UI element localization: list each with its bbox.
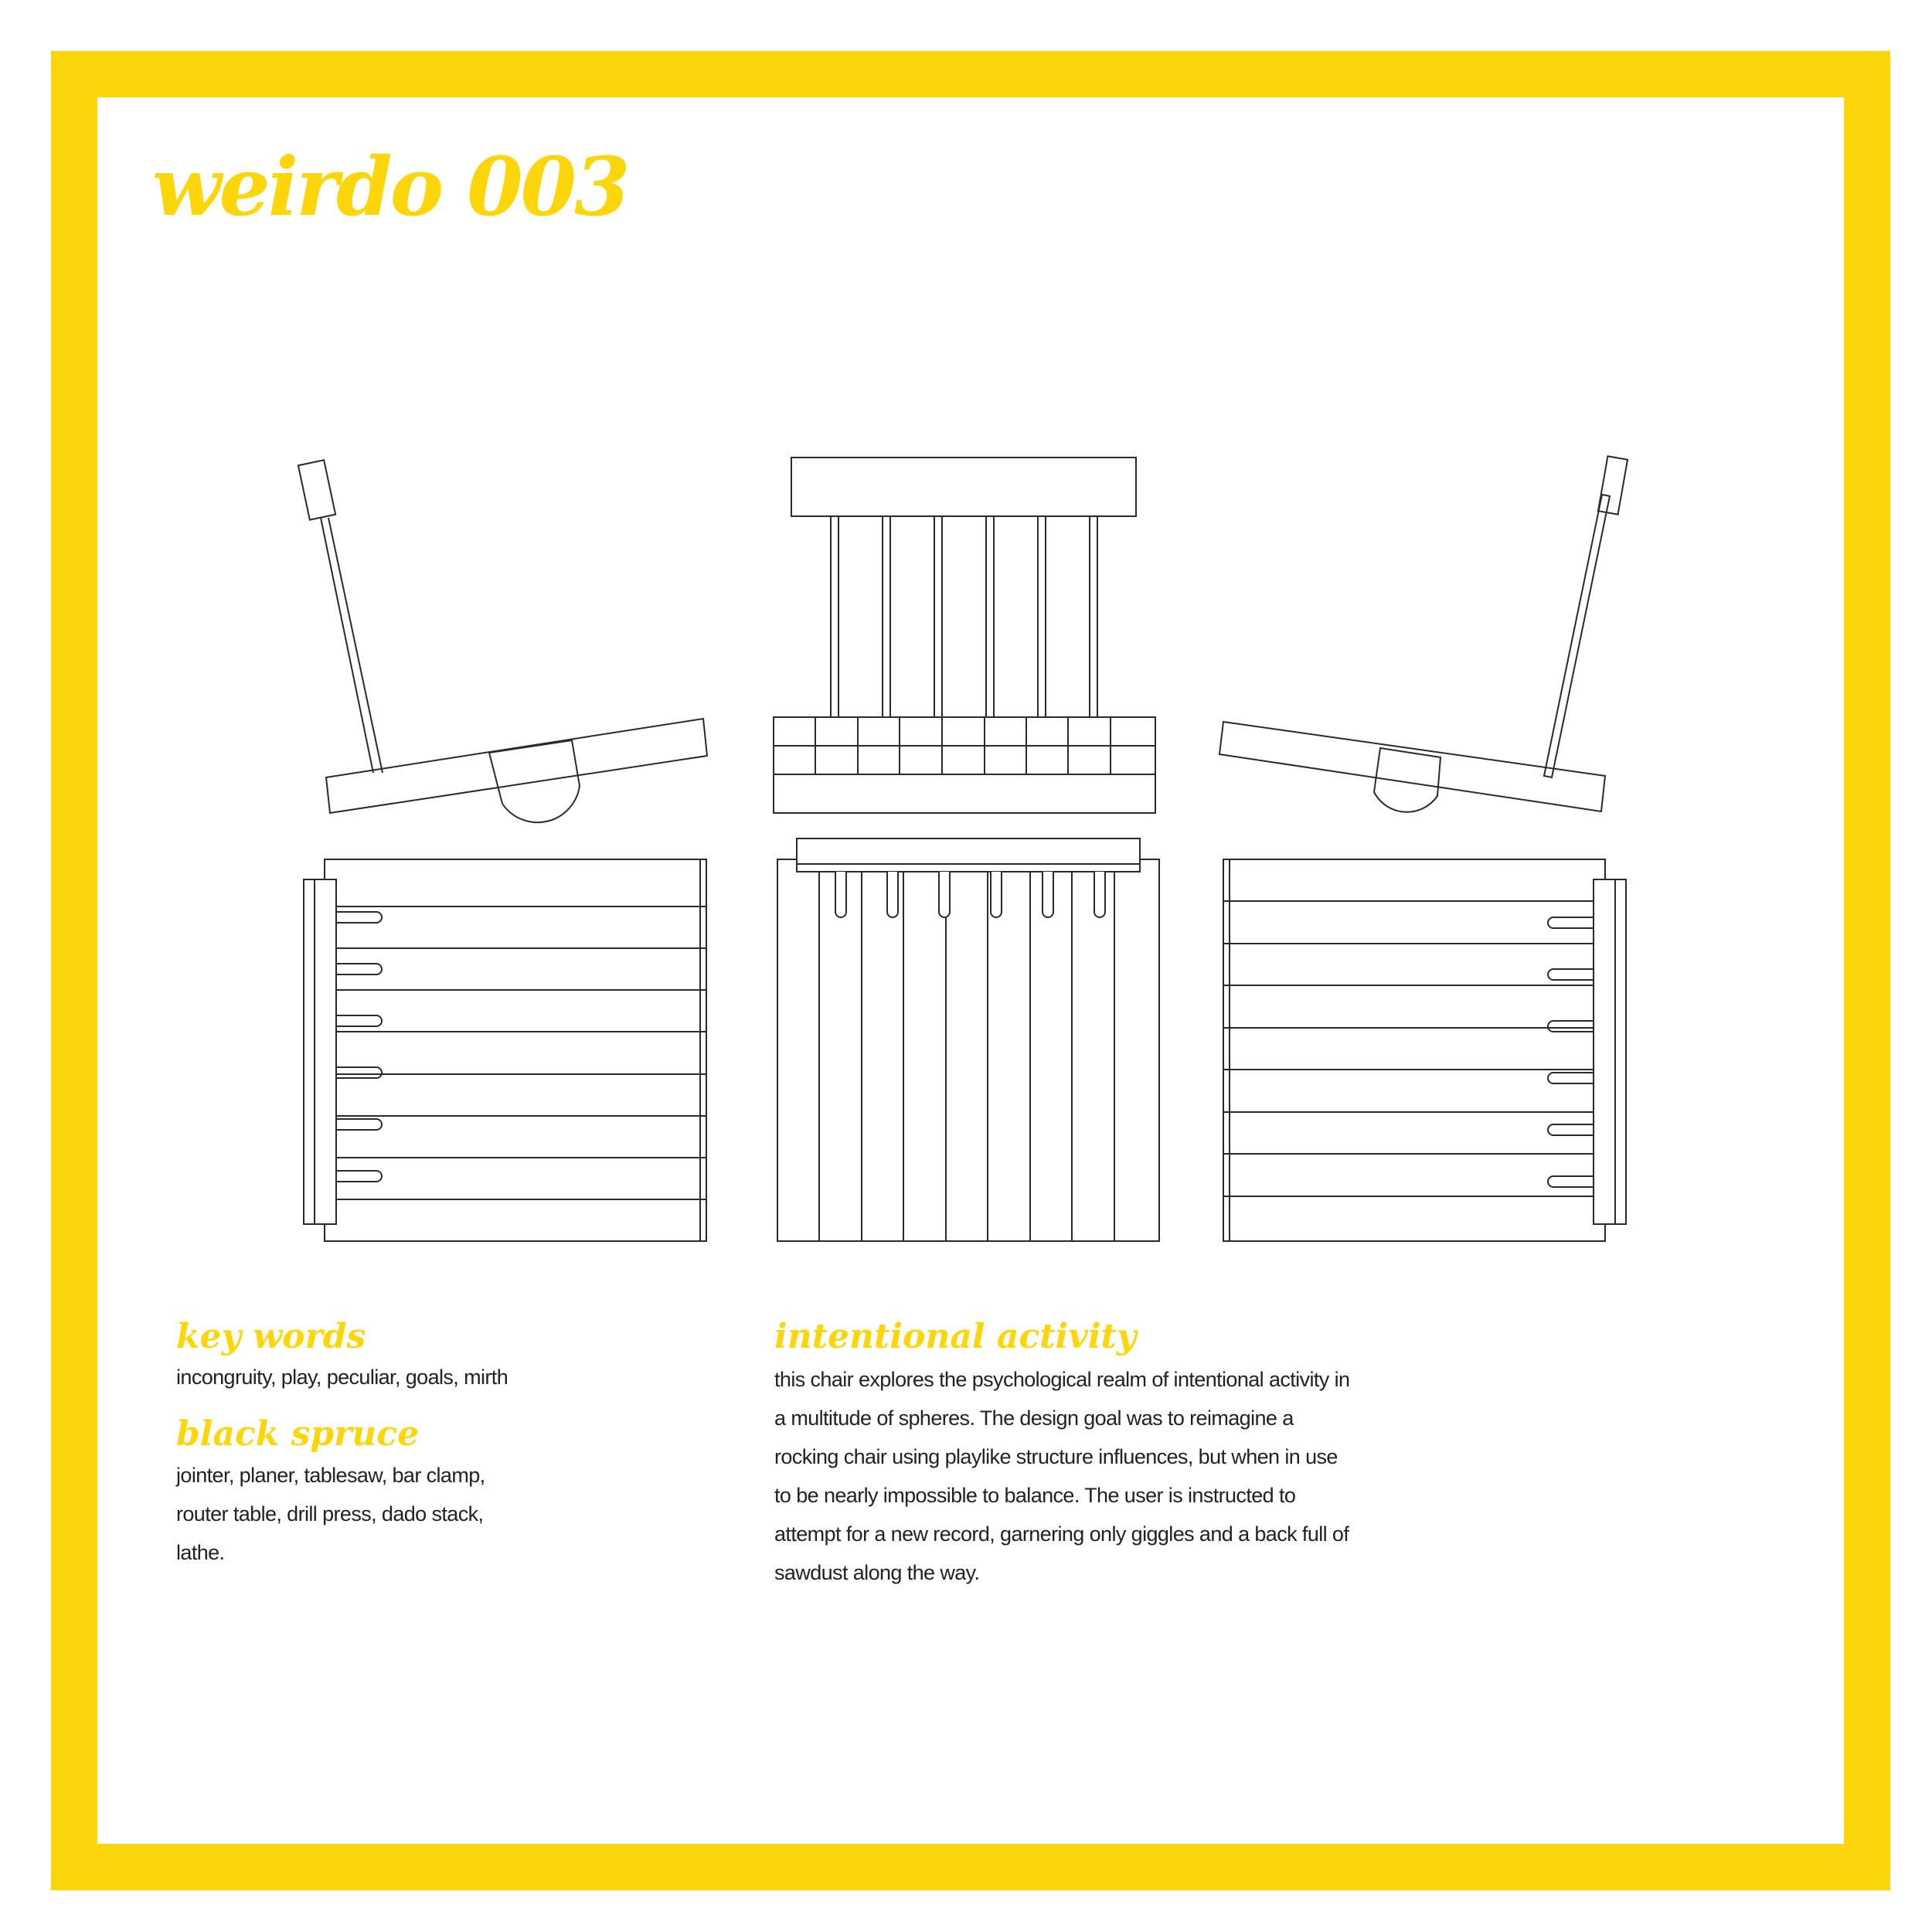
plan-view-middle bbox=[777, 838, 1159, 1241]
front-view bbox=[774, 457, 1155, 813]
side-view-left bbox=[298, 460, 707, 822]
page-title: weirdo 003 bbox=[152, 139, 628, 234]
paragraph-line: this chair explores the psychological realm of intentional activity in bbox=[774, 1368, 1350, 1391]
plan-view-right bbox=[1223, 859, 1626, 1241]
tools-line: lathe. bbox=[176, 1541, 225, 1564]
intentional-activity-heading: intentional activity bbox=[774, 1317, 1137, 1356]
paragraph-line: a multitude of spheres. The design goal was to reimagine a bbox=[774, 1406, 1294, 1430]
paragraph-line: attempt for a new record, garnering only giggles and a back full of bbox=[774, 1522, 1349, 1546]
material-heading: black spruce bbox=[176, 1414, 420, 1454]
tools-line: jointer, planer, tablesaw, bar clamp, bbox=[176, 1464, 485, 1487]
intentional-activity-text bbox=[774, 1360, 1349, 1592]
material-tools-text bbox=[176, 1456, 485, 1572]
paragraph-line: to be nearly impossible to balance. The user is instructed to bbox=[774, 1484, 1296, 1507]
key-words-text: incongruity, play, peculiar, goals, mirth bbox=[176, 1366, 509, 1389]
side-view-right bbox=[1219, 456, 1628, 811]
tools-line: router table, drill press, dado stack, bbox=[176, 1502, 484, 1526]
plan-view-left bbox=[304, 859, 706, 1241]
key-words-heading: key words bbox=[176, 1317, 366, 1356]
paragraph-line: sawdust along the way. bbox=[774, 1561, 980, 1584]
paragraph-line: rocking chair using playlike structure influences, but when in use bbox=[774, 1445, 1338, 1468]
